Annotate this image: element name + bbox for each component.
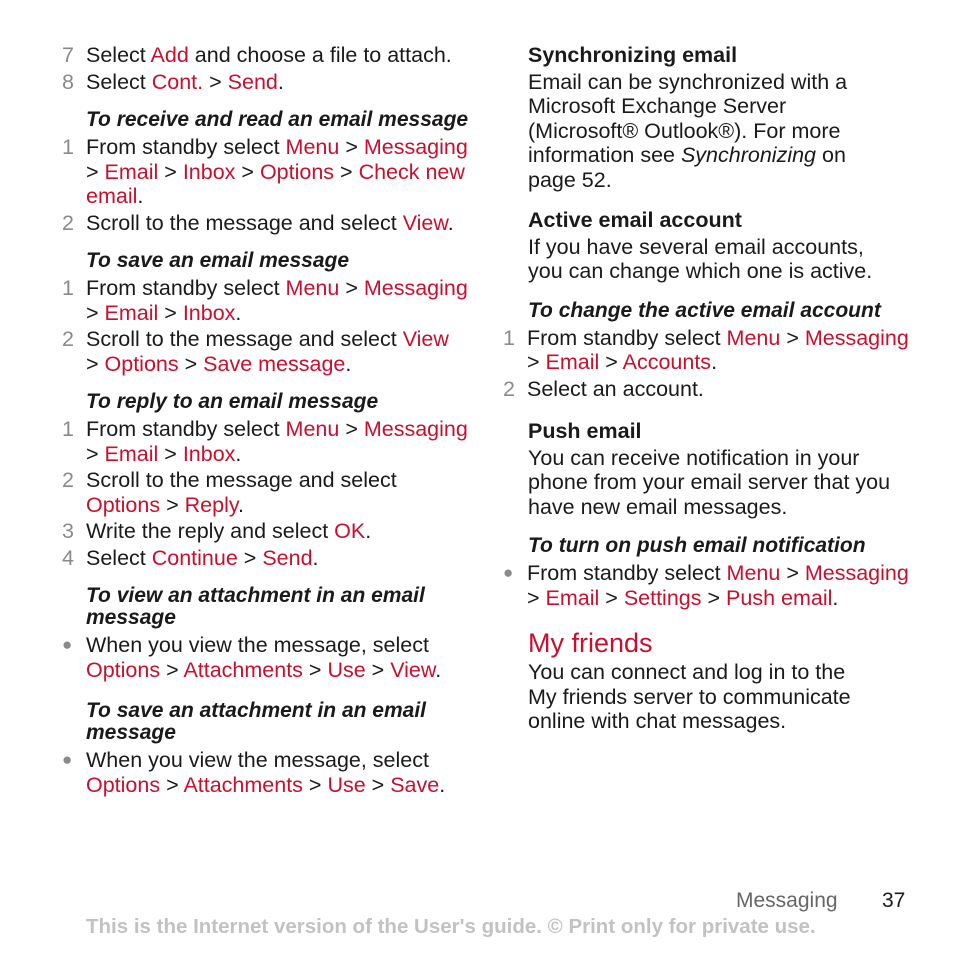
heading-save-email: To save an email message [86,249,350,272]
bullet-icon: ● [62,750,73,769]
heading-reply-email: To reply to an email message [86,390,379,413]
heading-view-attachment: To view an attachment in an email message [86,584,425,629]
bullet-icon: ● [503,563,514,582]
footer-disclaimer: This is the Internet version of the User's guide. © Print only for private use. [86,915,816,938]
save-step-2: 2 Scroll to the message and select View > Options > Save message. [62,327,449,376]
view-attachment-bullet: ● When you view the message, select Options > Attachments > Use > View. [62,633,442,682]
save-attachment-bullet: ● When you view the message, select Options > Attachments > Use > Save. [62,748,446,797]
save-step-1: 1 From standby select Menu > Messaging > Email > Inbox. [62,276,468,325]
right-column [503,43,913,734]
step-text: Select Cont. > Send. [86,69,284,94]
page-number: 37 [882,889,906,912]
heading-push-on: To turn on push email notification [528,534,866,557]
step-7 [62,43,472,68]
footer-section-name: Messaging [736,889,838,912]
reply-step-1: 1 From standby select Menu > Messaging > Email > Inbox. [62,417,468,466]
bullet-icon: ● [62,635,73,654]
reply-step-3: 3 Write the reply and select OK. [62,519,372,543]
section-title-my-friends: My friends [528,628,653,658]
change-step-2: 2 Select an account. [503,376,704,401]
receive-step-2: 2 Scroll to the message and select View. [62,210,454,235]
reply-step-4: 4 Select Continue > Send. [62,545,319,570]
ui-link-add: Add [150,43,189,67]
sync-paragraph: Email can be synchronized with a Microsoft Exchange Server (Microsoft® Outlook®). For more information see Synchronizing on page 52. [528,69,848,192]
reply-step-2: 2 Scroll to the message and select Options > Reply. [62,468,397,517]
heading-save-attachment: To save an attachment in an email message [86,699,426,744]
step-8 [62,70,472,95]
receive-step-1: 1 From standby select Menu > Messaging > Email > Inbox > Options > Check new email. [62,135,468,208]
heading-receive-email: To receive and read an email message [86,108,469,131]
heading-change-active: To change the active email account [528,298,881,322]
subheading-active-account: Active email account [528,208,742,232]
subheading-push-email: Push email [528,419,642,443]
step-number: 8 [62,69,74,94]
left-column [62,43,472,799]
push-on-bullet: ● From standby select Menu > Messaging > Email > Settings > Push email. [503,561,909,610]
change-step-1: 1 From standby select Menu > Messaging > Email > Accounts. [503,325,909,374]
step-text: Select Add and choose a file to attach. [86,43,452,67]
active-paragraph: If you have several email accounts, you can change which one is active. [528,234,873,283]
subheading-synchronizing: Synchronizing email [528,43,738,67]
push-paragraph: You can receive notification in your phone from your email server that you have new email messages. [528,445,891,519]
friends-paragraph: You can connect and log in to the My friends server to communicate online with chat messages. [528,660,851,733]
step-number: 7 [62,43,74,67]
